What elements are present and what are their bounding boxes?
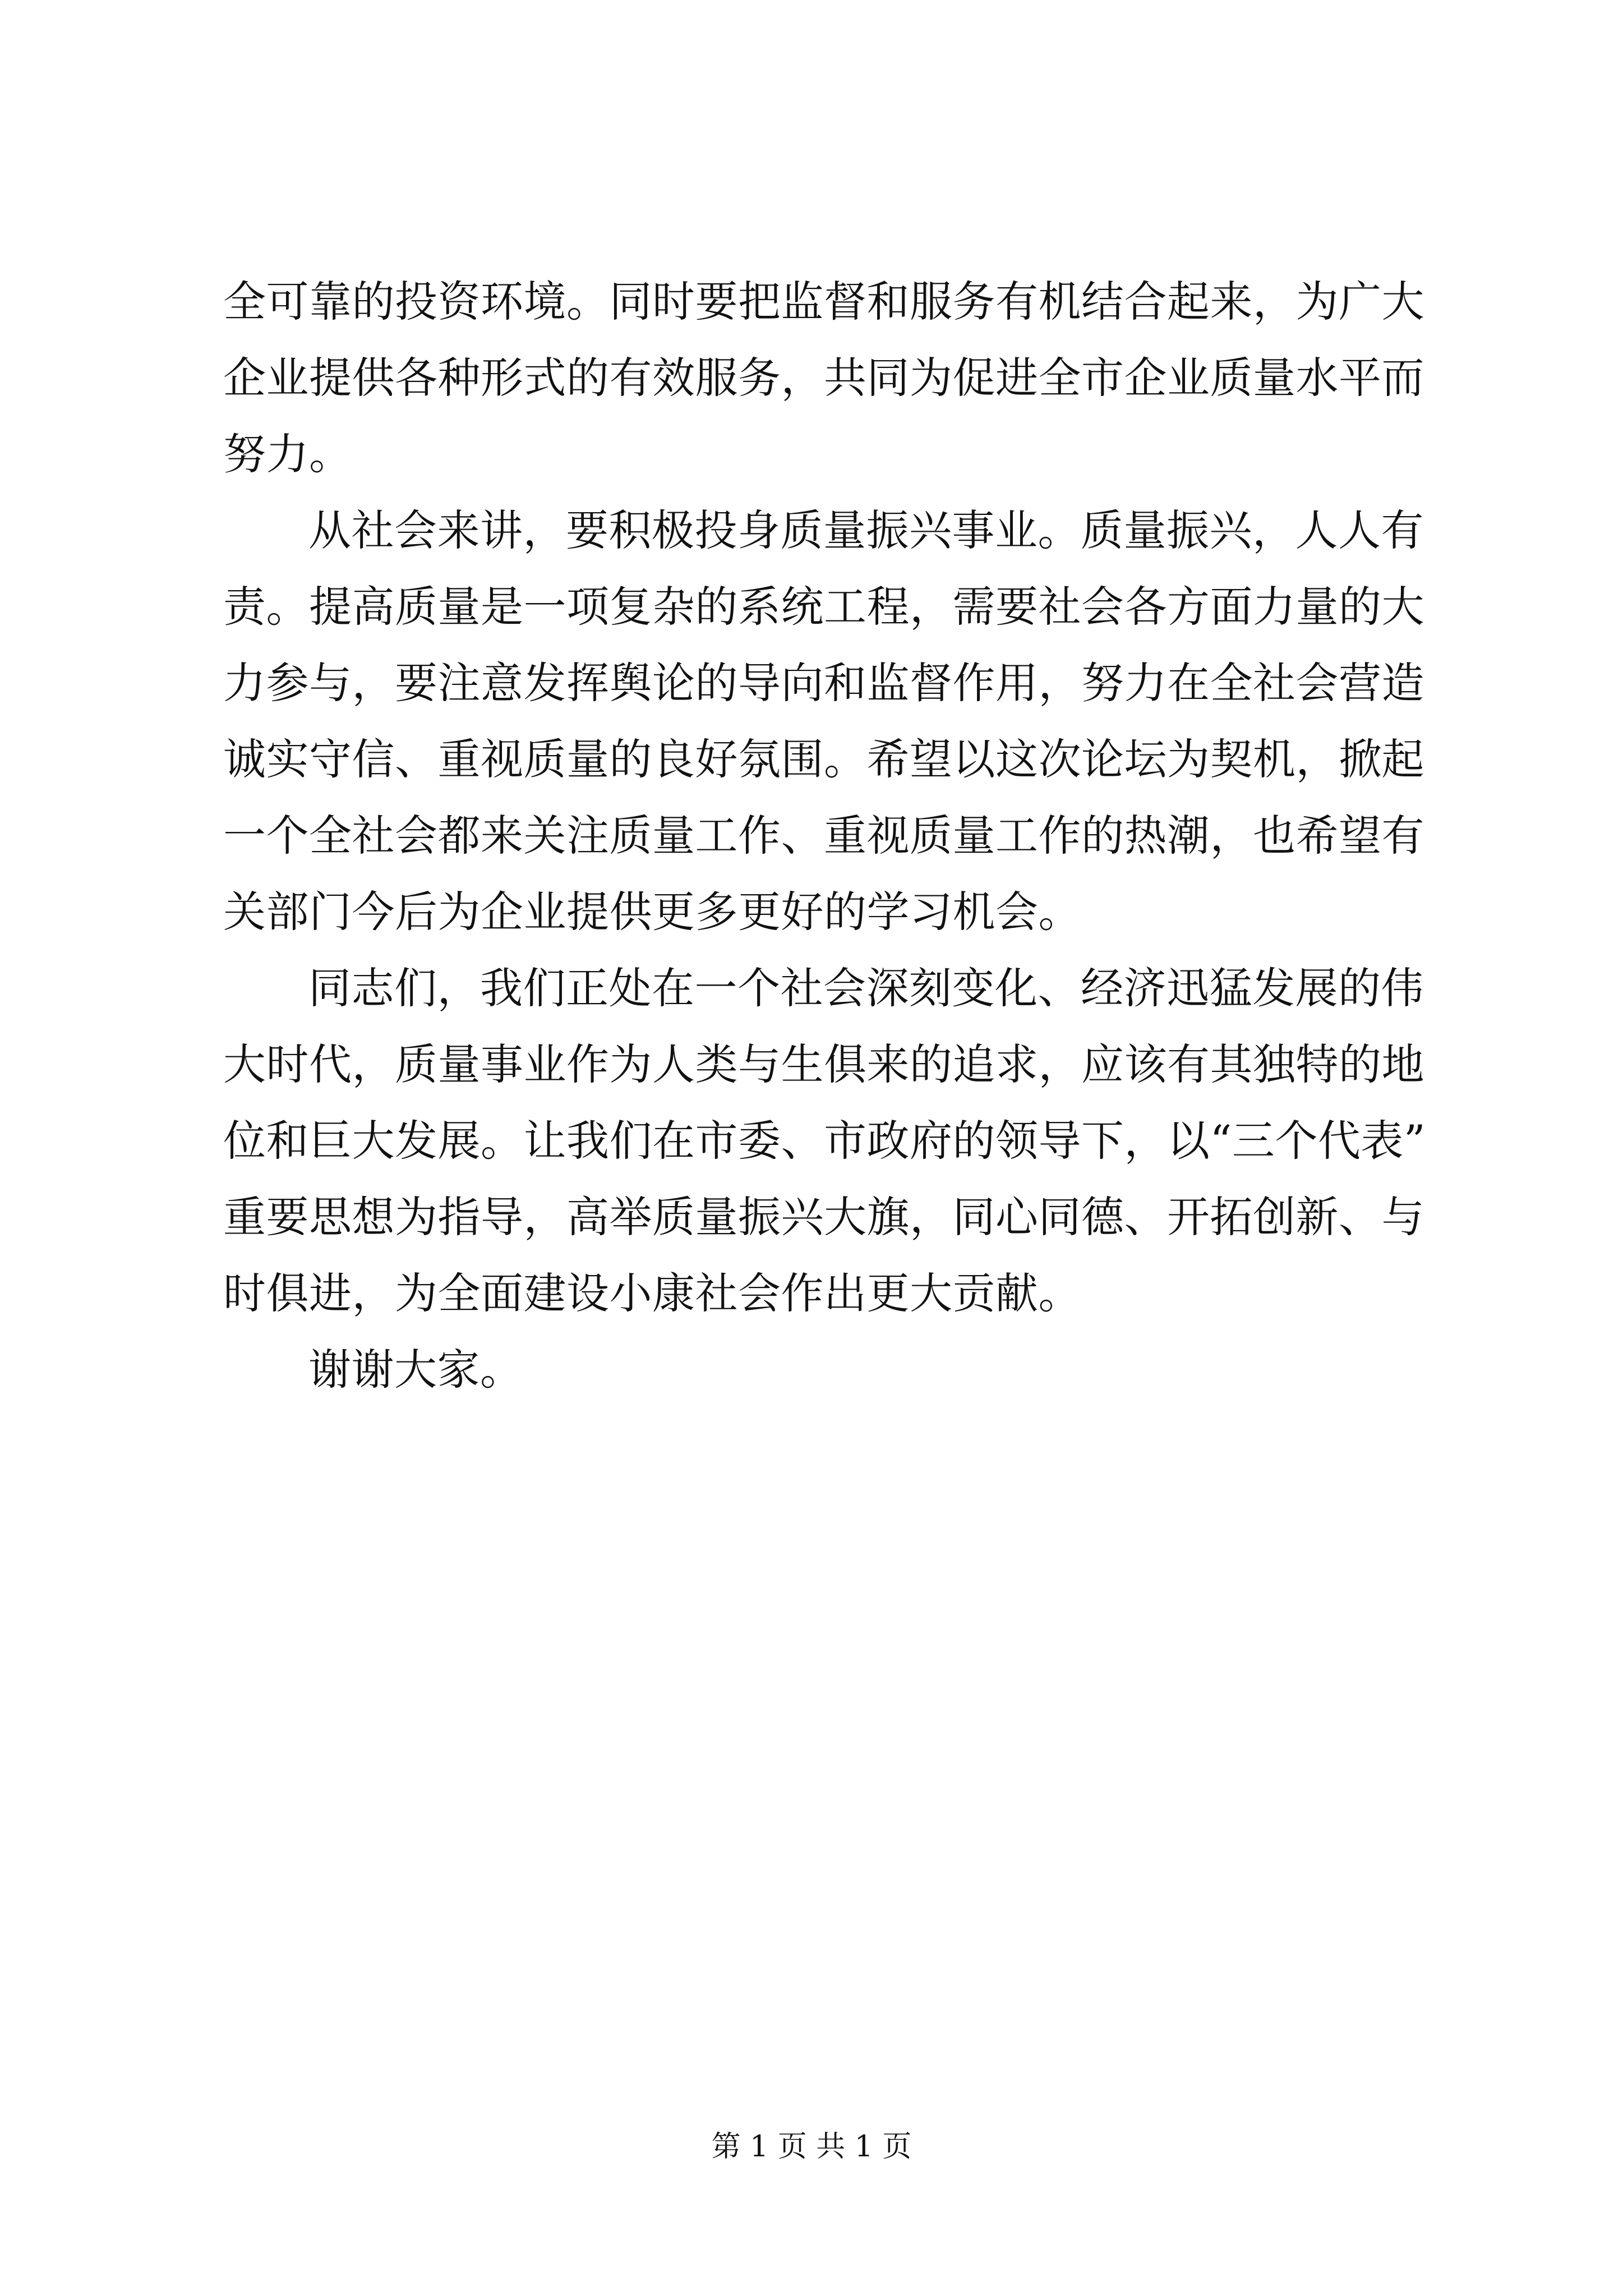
page-footer: 第 1 页 共 1 页 — [711, 2130, 912, 2164]
text-line: 大时代，质量事业作为人类与生俱来的追求，应该有其独特的地 — [223, 1039, 1424, 1089]
text-line: 位和巨大发展。让我们在市委、市政府的领导下，以“三个代表” — [223, 1116, 1426, 1166]
text-line: 时俱进，为全面建设小康社会作出更大贡献。 — [223, 1268, 1081, 1318]
text-line: 努力。 — [223, 429, 352, 479]
text-line: 企业提供各种形式的有效服务，共同为促进全市企业质量水平而 — [223, 353, 1424, 403]
text-line: 全可靠的投资环境。同时要把监督和服务有机结合起来，为广大 — [223, 277, 1424, 326]
text-line: 从社会来讲，要积极投身质量振兴事业。质量振兴，人人有 — [308, 505, 1424, 555]
text-line: 责。提高质量是一项复杂的系统工程，需要社会各方面力量的大 — [223, 582, 1424, 632]
text-line: 诚实守信、重视质量的良好氛围。希望以这次论坛为契机，掀起 — [223, 734, 1424, 784]
text-line: 力参与，要注意发挥舆论的导向和监督作用，努力在全社会营造 — [223, 658, 1424, 708]
text-line: 一个全社会都来关注质量工作、重视质量工作的热潮，也希望有 — [223, 811, 1424, 861]
text-line: 谢谢大家。 — [308, 1345, 523, 1395]
document-body — [223, 264, 1426, 1408]
text-line: 关部门今后为企业提供更多更好的学习机会。 — [223, 887, 1081, 937]
text-line: 同志们，我们正处在一个社会深刻变化、经济迅猛发展的伟 — [308, 963, 1424, 1013]
text-line: 重要思想为指导，高举质量振兴大旗，同心同德、开拓创新、与 — [223, 1192, 1424, 1242]
